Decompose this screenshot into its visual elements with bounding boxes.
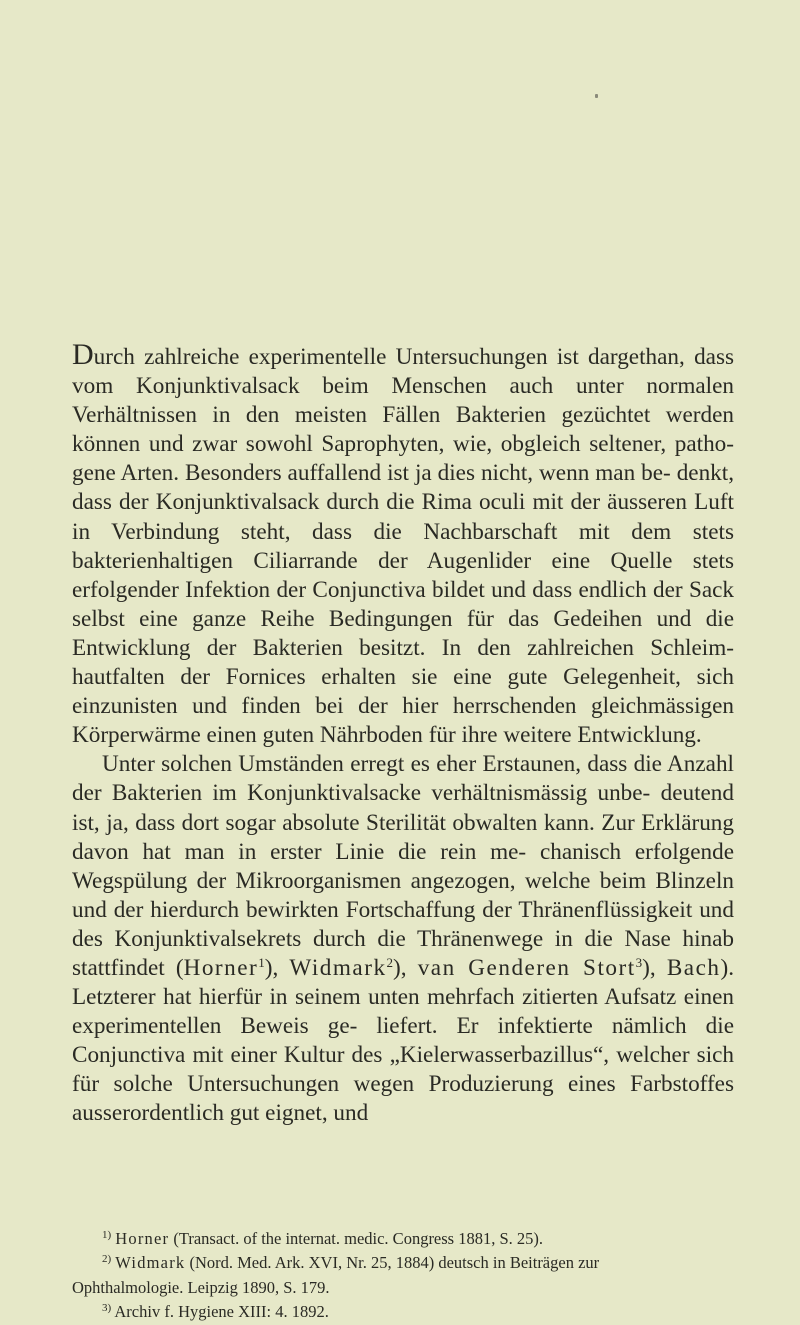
text-line: können und zwar sowohl Saprophyten, wie, obgleich seltener, patho- [72,431,734,458]
text-line: liefert. Er infektierte nämlich die Conjunctiva mit einer Kultur des [72,1013,734,1069]
footnote-text: (Nord. Med. Ark. XVI, Nr. 25, 1884) deutsch in Beiträgen zur [185,1253,600,1273]
text-line: der Thränenflüssigkeit und des Konjunktivalsekrets durch die [72,896,734,952]
drop-cap: D [72,338,94,371]
paragraph-1 [72,338,735,750]
text-line: „Kielerwasserbazillus“, welcher sich für solche Untersuchungen wegen [72,1042,735,1098]
footnote-number: 1 [102,1229,108,1241]
text-line: chanisch erfolgende Wegspülung der Mikroorganismen angezogen, [72,838,735,894]
text-fragment: ), [393,954,407,981]
footnote-ref-2: 2 [386,954,394,970]
text-line: urch zahlreiche experimentelle Untersuchungen ist dargethan, [93,344,685,370]
footnote-author: Widmark [115,1253,186,1273]
text-line: die Entwicklung der Bakterien besitzt. In den zahlreichen Schleim- [72,605,735,661]
footnote-2-continuation: Ophthalmologie. Leipzig 1890, S. 179. [72,1277,330,1297]
footnote-paren: ) [107,1302,112,1315]
text-line: welche beim Blinzeln und der hierdurch bewirkten Fortschaffung [72,867,734,923]
footnote-3 [72,1300,734,1324]
text-line: stets bakterienhaltigen Ciliarrande der Augenlider eine Quelle stets [72,518,734,574]
footnote-text: (Transact. of the internat. medic. Congress 1881, S. 25). [169,1229,544,1248]
author-horner: Horner [183,954,259,981]
author-widmark: Widmark [289,954,387,981]
text-line: Produzierung eines Farbstoffes ausserordentlich gut eignet, und [72,1071,734,1127]
text-line: Zur Erklärung davon hat man in erster Linie die rein me- [72,809,734,865]
text-line: Verhältnissen in den meisten Fällen Bakterien gezüchtet werden [72,402,734,429]
text-fragment: ), [264,954,290,981]
text-line: unten mehrfach zitierten Aufsatz einen experimentellen Beweis ge- [72,984,735,1040]
text-line: gene Arten. Besonders auffallend ist ja dies nicht, wenn man be- [72,460,671,487]
footnote-2 [72,1251,734,1275]
ink-speck [595,94,598,98]
text-line: dass vom Konjunktivalsack beim Menschen auch unter normalen [72,344,734,400]
footnote-ref-3: 3 [635,954,643,970]
text-line: Anzahl der Bakterien im Konjunktivalsacke verhältnismässig unbe- [72,751,734,807]
footnote-number: 2 [102,1253,108,1266]
paragraph-2 [72,750,734,1128]
text-fragment: ), [642,954,667,981]
author-van-genderen-stort: van Genderen Stort [417,954,636,981]
footnote-ref-1: 1 [258,954,265,970]
text-line: deutend ist, ja, dass dort sogar absolute Sterilität obwalten kann. [72,780,734,836]
footnote-text: Archiv f. Hygiene XIII: 4. 1892. [111,1302,329,1322]
text-line: Sack selbst eine ganze Reihe Bedingungen für das Gedeihen und [72,576,735,632]
footnote-author: Horner [115,1229,170,1248]
footnotes [72,1227,734,1325]
footnote-number: 3 [102,1302,108,1315]
text-fragment: ). Letzterer hat hierfür in seinem [72,954,734,1011]
text-line: Körperwärme einen guten Nährboden für ihre weitere Entwicklung. [72,722,702,749]
footnote-paren: ) [107,1229,112,1241]
text-line: hautfalten der Fornices erhalten sie eine gute Gelegenheit, sich [72,664,734,691]
text-line: einzunisten und finden bei der hier herrschenden gleichmässigen [72,693,734,720]
footnote-1 [72,1227,734,1251]
body-text [72,338,735,1129]
text-line: äusseren Luft in Verbindung steht, dass die Nachbarschaft mit dem [72,489,734,545]
footnote-paren: ) [107,1253,112,1266]
text-line: Unter solchen Umständen erregt es eher Erstaunen, dass die [102,751,662,778]
text-line: Thränenwege in die Nase hinab stattfindet ( [72,925,734,981]
text-line: erfolgender Infektion der Conjunctiva bildet und dass endlich der [72,576,683,603]
text-line: denkt, dass der Konjunktivalsack durch die Rima oculi mit der [72,460,735,516]
author-bach: Bach [666,954,721,981]
